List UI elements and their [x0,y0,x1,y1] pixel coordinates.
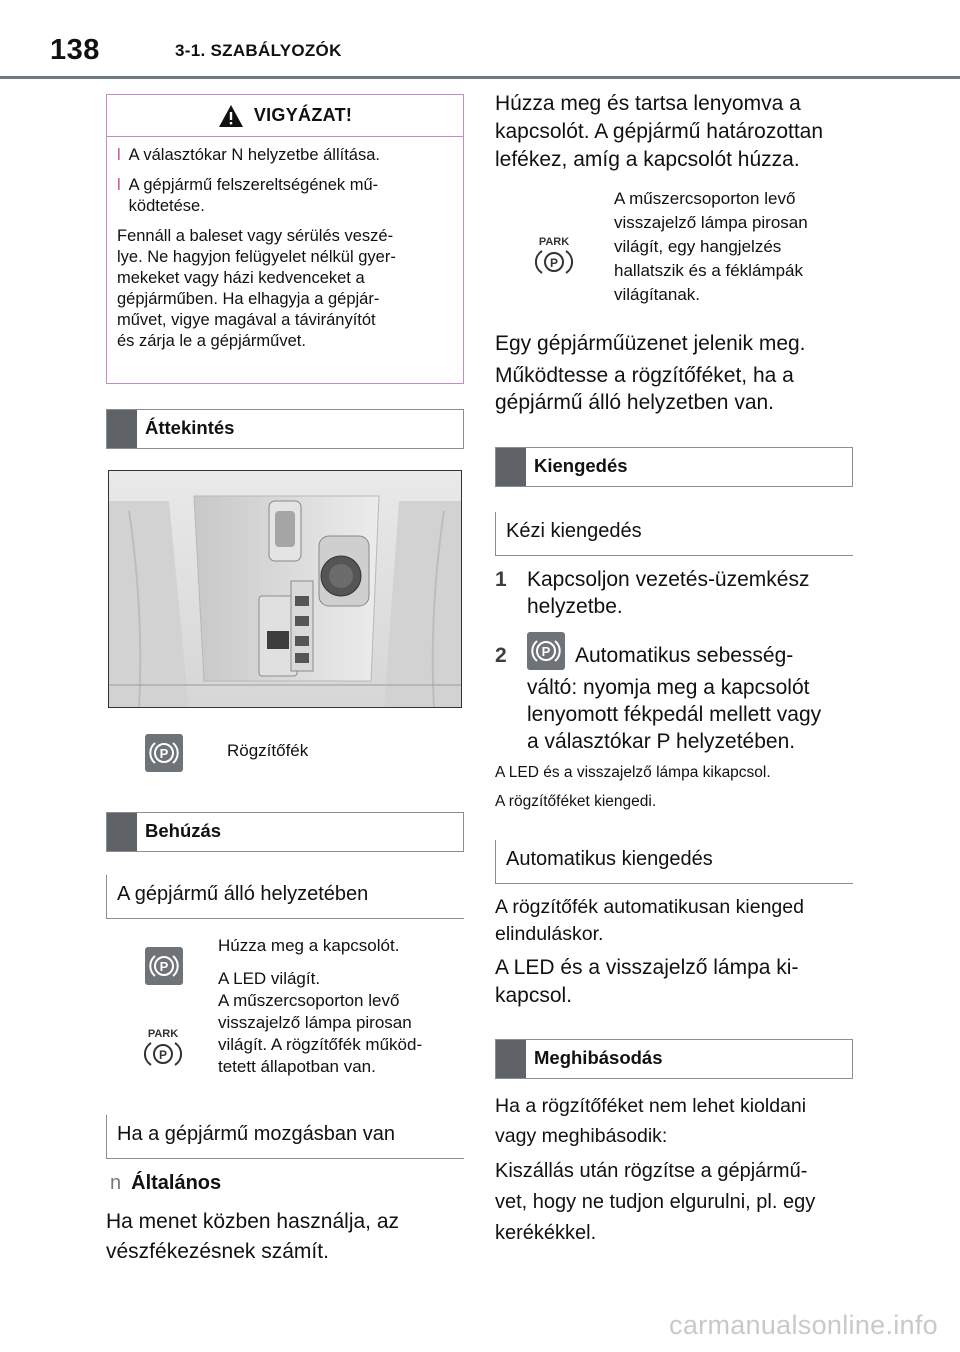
section-heading-text: Áttekintés [145,417,235,438]
parking-brake-icon [145,734,183,772]
warning-title: VIGYÁZAT! [253,105,353,125]
operate-text: Működtesse a rögzítőféket, ha a gépjármű álló helyzetben van. [495,364,794,414]
general-text: Ha menet közben használja, az vészfékezésnek számít. [106,1210,400,1263]
step-text: Kapcsoljon vezetés-üzemkész helyzetbe. [527,568,810,618]
released-text: A rögzítőféket kiengedi. [495,793,657,810]
svg-text:P: P [159,746,169,761]
photo-caption: Rögzítőfék [227,741,309,760]
subheading-stationary: A gépjármű álló helyzetében [106,875,464,919]
section-heading-release [495,447,853,487]
warning-box [106,94,464,384]
vehicle-message-text: Egy gépjárműüzenet jelenik meg. [495,332,806,355]
subheading-auto-release: Automatikus kiengedés [495,840,853,884]
subheading-manual-release: Kézi kiengedés [495,512,853,556]
console-photo [108,470,462,708]
svg-text:P: P [158,1048,168,1062]
section-heading-text: Kiengedés [534,455,628,476]
step-number: 2 [495,644,507,667]
fault-text-2: Kiszállás után rögzítse a gépjármű- vet, hogy ne tudjon elgurulni, pl. egy kerékékkel. [495,1160,816,1244]
parking-brake-symbol-icon [148,950,180,982]
park-indicator-icon [534,233,574,277]
section-heading-text: Behúzás [145,820,222,841]
parking-brake-icon [145,947,183,985]
section-heading-overview [106,409,464,449]
led-off-text: A LED és a visszajelző lámpa kikapcsol. [495,764,771,781]
warning-triangle-icon [218,104,244,128]
parking-brake-symbol-icon [148,737,180,769]
warning-item-text: A választókar N helyzetbe állítása. [128,146,380,164]
bullet-marker: n [110,1172,122,1194]
svg-text:P: P [549,256,559,270]
svg-text:PARK: PARK [147,1028,179,1040]
warning-item: l A választókar N helyzetbe állítása. [117,146,380,164]
header-divider [0,76,960,79]
general-label [110,1170,221,1197]
pull-text: Húzza meg és tartsa lenyomva a kapcsolót. A gépjármű határozottan lefékez, amíg a kapcsolót húzza. [495,92,824,171]
parking-brake-symbol-icon [530,635,562,667]
svg-text:P: P [541,644,551,659]
parking-brake-icon [527,632,565,670]
svg-text:PARK: PARK [538,236,570,248]
stationary-text-1: Húzza meg a kapcsolót. [218,936,400,955]
svg-text:P: P [159,959,169,974]
fault-text-1: Ha a rögzítőféket nem lehet kioldani vagy meghibásodik: [495,1095,807,1147]
center-console-illustration [109,471,462,708]
step-2-text-b: váltó: nyomja meg a kapcsolót lenyomott fékpedál mellett vagy a választókar P helyzetében. [527,676,822,753]
auto-release-text-2: A LED és a visszajelző lámpa ki- kapcsol. [495,956,799,1007]
park-text: A műszercsoporton levő visszajelző lámpa pirosan világít, egy hangjelzés hallatszik és a féklámpák világítanak. [614,189,808,304]
page-number: 138 [50,34,100,66]
section-title: 3-1. SZABÁLYOZÓK [175,41,342,60]
footer-watermark: carmanualsonline.info [669,1310,938,1340]
subheading-moving: Ha a gépjármű mozgásban van [106,1115,464,1159]
section-heading-engage [106,812,464,852]
warning-text: Fennáll a baleset vagy sérülés veszé- lye. Ne hagyjon felügyelet nélkül gyer- mekeket vagy házi kedvenceket a gépjárműben. Ha elhagyja a gépjár- művet, vigye magával a távirányítót és zárja le a gépjárművet. [117,227,396,350]
section-heading-fault [495,1039,853,1079]
auto-release-text-1: A rögzítőfék automatikusan kienged elinduláskor. [495,896,804,945]
warning-item-text: A gépjármű felszereltségének mű- ködtetése. [128,176,379,215]
warning-item: l A gépjármű felszereltségének mű- ködtetése. [117,176,379,215]
park-indicator-icon [143,1025,183,1069]
step-2-text-a: Automatikus sebesség- [575,644,794,667]
warning-header [107,95,463,137]
step-number: 1 [495,568,507,591]
section-heading-text: Meghibásodás [534,1047,663,1068]
stationary-text-2: A LED világít. A műszercsoporton levő visszajelző lámpa pirosan világít. A rögzítőfék működ- tetett állapotban van. [218,969,423,1076]
general-label-text: Általános [131,1172,222,1194]
